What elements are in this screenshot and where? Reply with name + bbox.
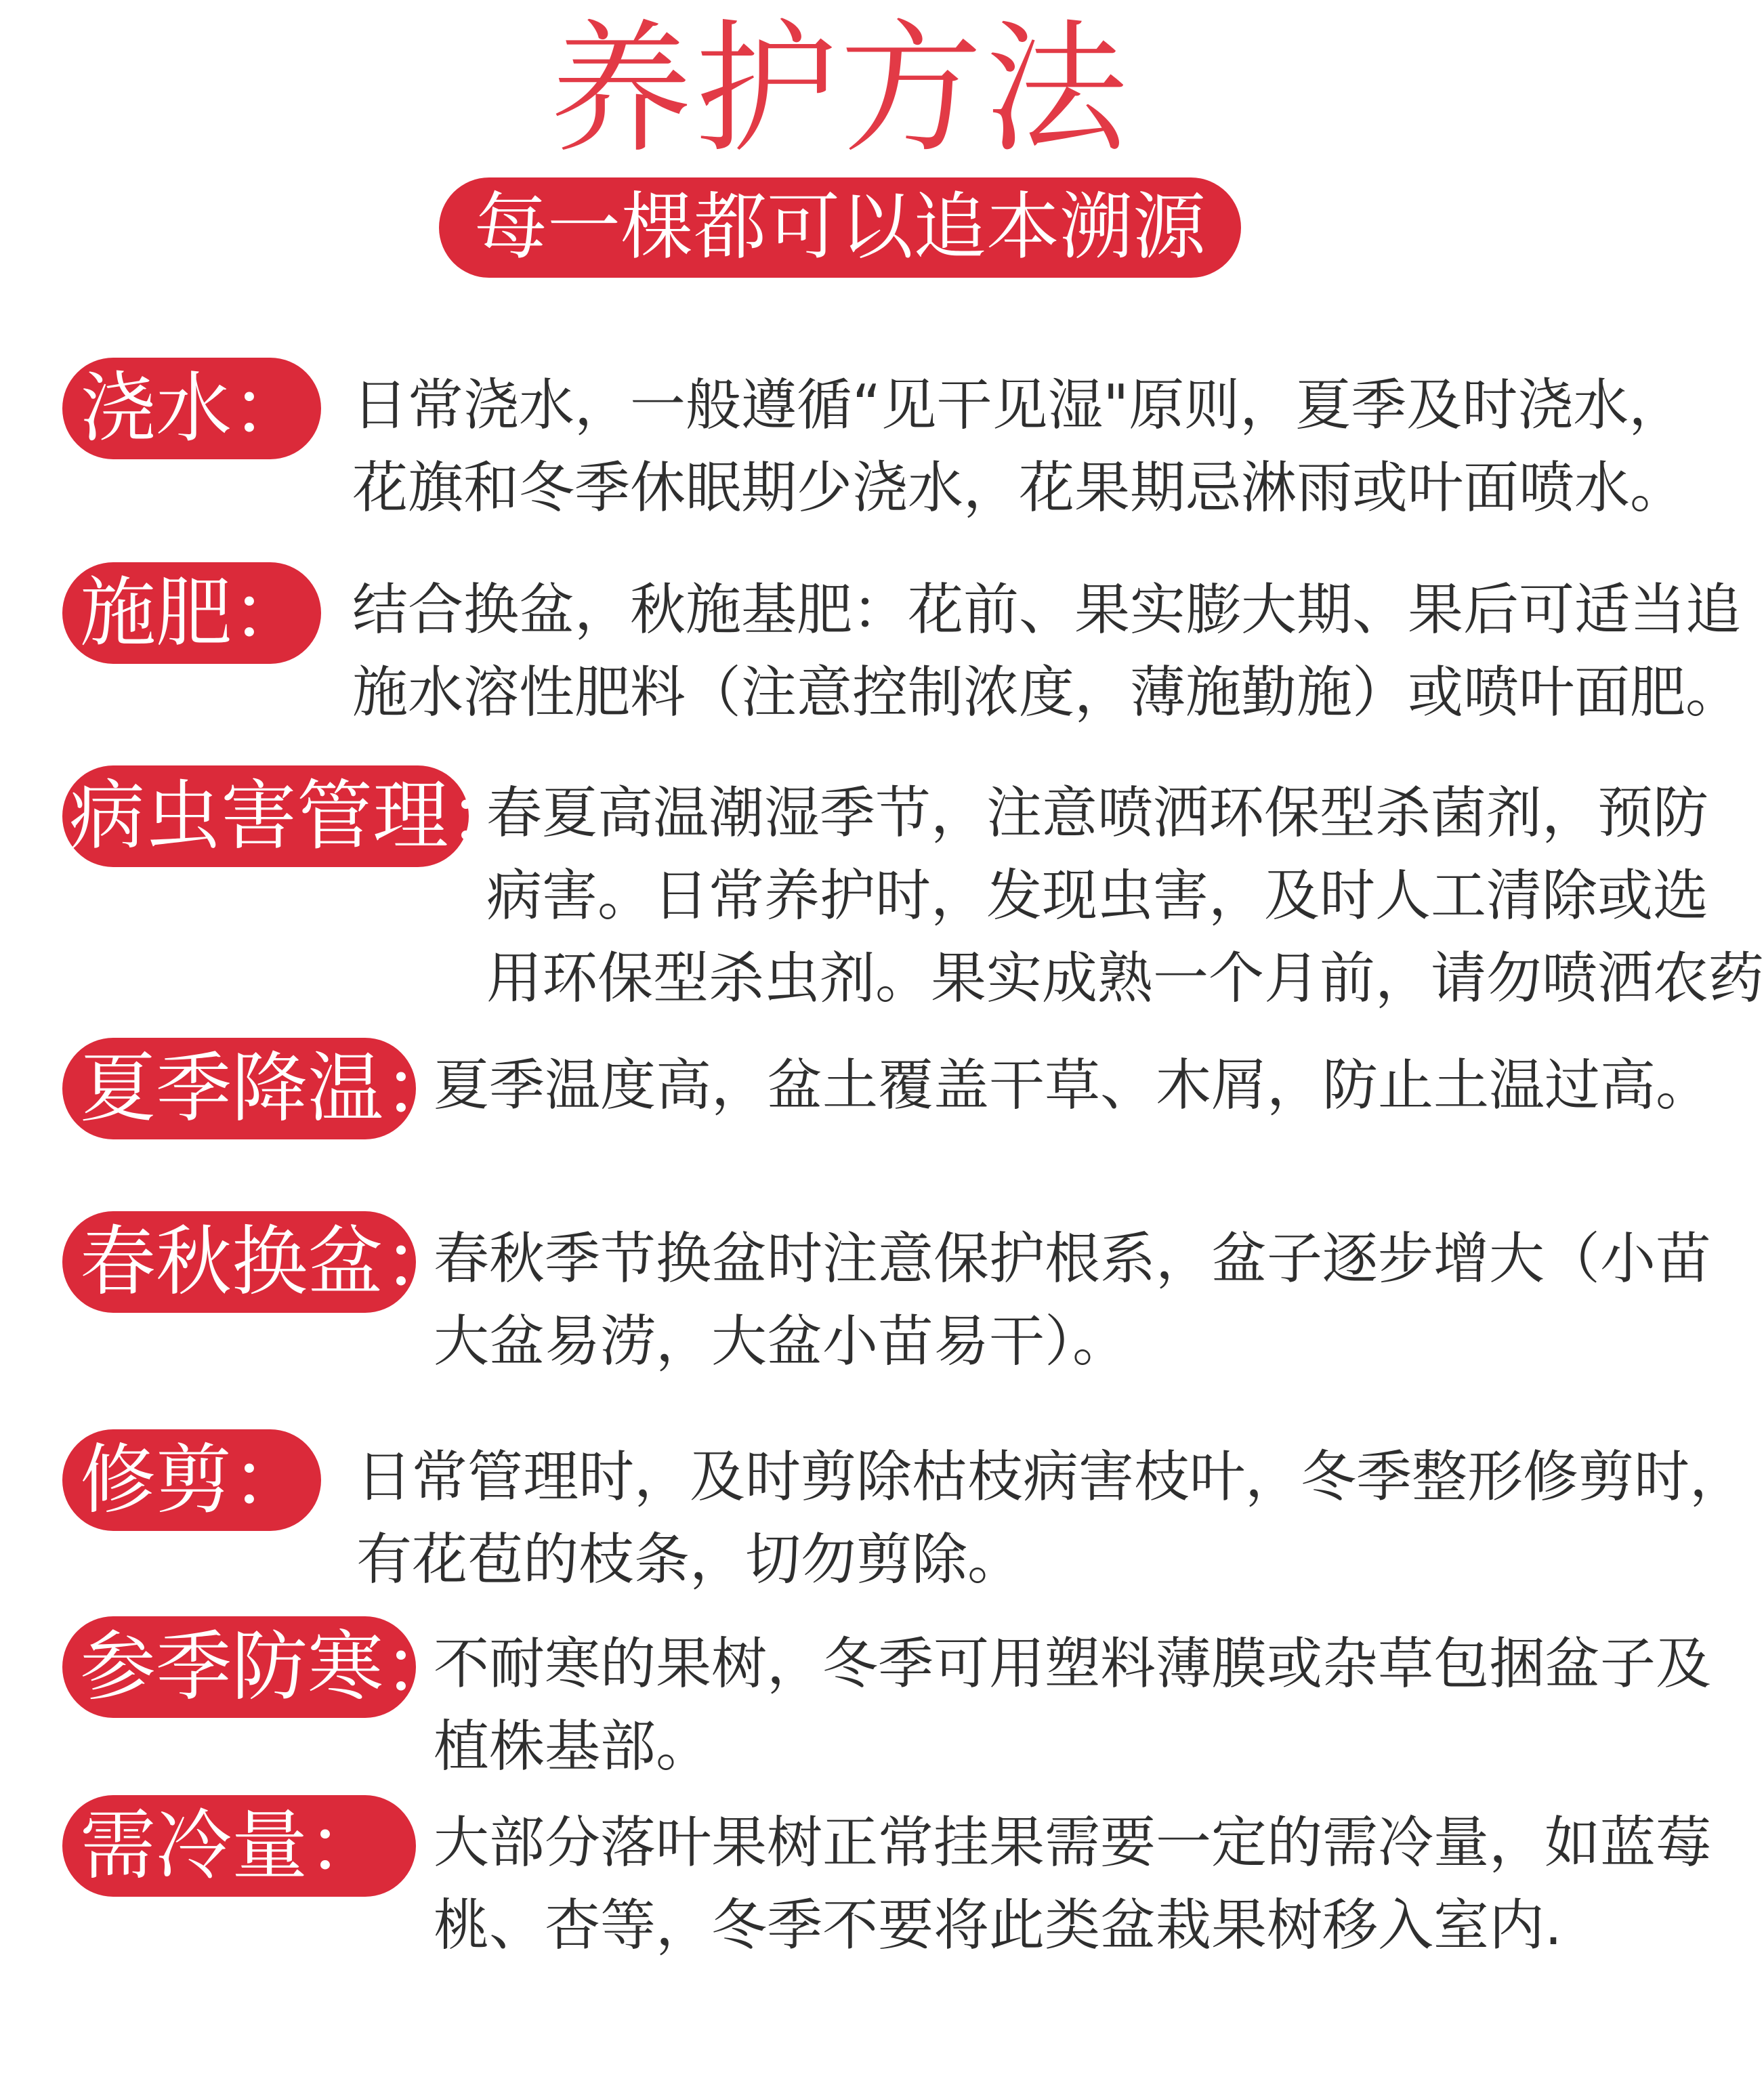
- label-badge-chilling-requirement: 需冷量：: [62, 1795, 416, 1897]
- section-chilling-requirement: [0, 1795, 1712, 1971]
- section-fertilizing: [0, 562, 1742, 738]
- text-line: 春秋季节换盆时注意保护根系，盆子逐步增大（小苗: [434, 1227, 1712, 1291]
- section-watering: [0, 358, 1686, 534]
- text-line: 施水溶性肥料（注意控制浓度，薄施勤施）或喷叶面肥。: [352, 660, 1742, 725]
- label-badge-pest-management: 病虫害管理：: [62, 765, 469, 867]
- section-text-fertilizing: [352, 569, 1742, 734]
- text-line: 夏季温度高，盆土覆盖干草、木屑，防止土温过高。: [434, 1053, 1712, 1118]
- text-line: 日常浇水，一般遵循“见干见湿"原则，夏季及时浇水，: [352, 373, 1685, 438]
- label-badge-fertilizing: 施肥：: [62, 562, 321, 664]
- section-text-winter-protection: [434, 1623, 1712, 1788]
- text-line: 病害。日常养护时，发现虫害，及时人工清除或选: [486, 864, 1709, 928]
- text-line: 桃、杏等，冬季不要将此类盆栽果树移入室内.: [434, 1893, 1563, 1958]
- section-text-chilling-requirement: [434, 1802, 1712, 1967]
- text-line: 结合换盆，秋施基肥：花前、果实膨大期、果后可适当追: [352, 578, 1742, 642]
- label-badge-summer-cooling: 夏季降温：: [62, 1038, 416, 1139]
- text-line: 植株基部。: [434, 1715, 712, 1779]
- section-text-summer-cooling: [434, 1045, 1712, 1127]
- label-badge-pruning: 修剪：: [62, 1429, 321, 1531]
- text-line: 大盆易涝，大盆小苗易干）。: [434, 1309, 1129, 1374]
- label-badge-repotting: 春秋换盆：: [62, 1211, 416, 1313]
- page-title: 养护方法: [549, 6, 1130, 172]
- section-winter-protection: [0, 1616, 1712, 1792]
- text-line: 不耐寒的果树，冬季可用塑料薄膜或杂草包捆盆子及: [434, 1632, 1712, 1696]
- text-line: 日常管理时，及时剪除枯枝病害枝叶，冬季整形修剪时，: [356, 1445, 1746, 1509]
- section-pest-management: [0, 765, 1764, 1030]
- text-line: 有花苞的枝条，切勿剪除。: [356, 1528, 1024, 1592]
- section-text-repotting: [434, 1218, 1712, 1383]
- subtitle-pill: 每一棵都可以追本溯源: [439, 177, 1241, 278]
- text-line: 用环保型杀虫剂。果实成熟一个月前，请勿喷洒农药: [486, 946, 1764, 1011]
- label-badge-watering: 浇水：: [62, 358, 321, 459]
- section-repotting: [0, 1211, 1712, 1387]
- subtitle-banner: [0, 177, 1680, 278]
- text-line: 大部分落叶果树正常挂果需要一定的需冷量，如蓝莓: [434, 1811, 1712, 1875]
- section-text-pest-management: [486, 772, 1764, 1020]
- text-line: 花旗和冬季休眠期少浇水，花果期忌淋雨或叶面喷水。: [352, 456, 1686, 520]
- section-text-pruning: [356, 1436, 1746, 1601]
- section-pruning: [0, 1429, 1746, 1605]
- section-summer-cooling: [0, 1038, 1712, 1146]
- section-text-watering: [352, 364, 1686, 530]
- label-badge-winter-protection: 参季防寒：: [62, 1616, 416, 1718]
- text-line: 春夏高温潮湿季节，注意喷洒环保型杀菌剂，预防: [486, 781, 1709, 845]
